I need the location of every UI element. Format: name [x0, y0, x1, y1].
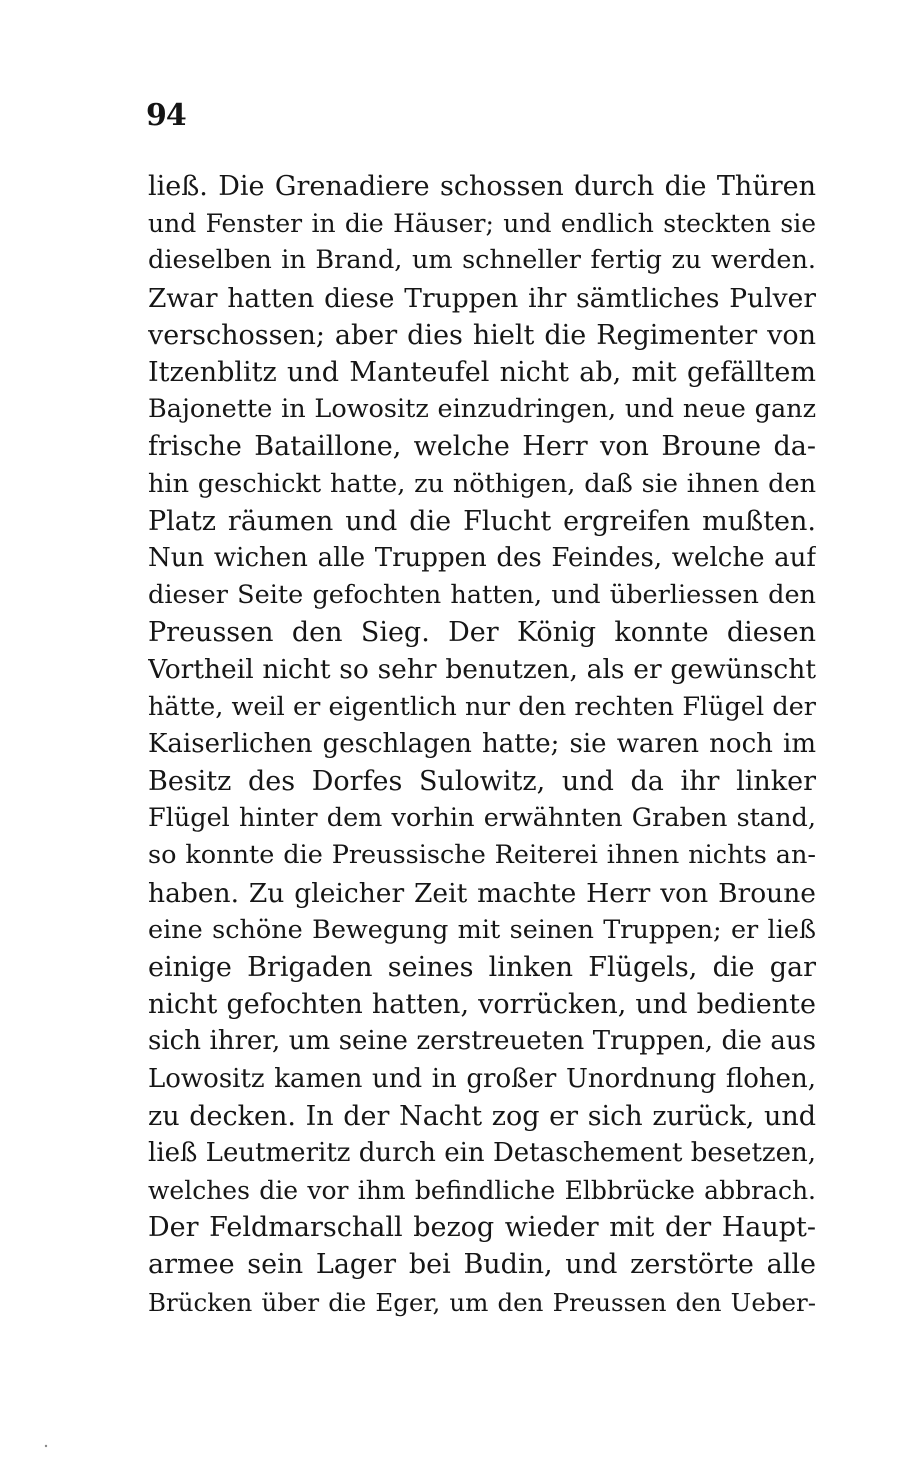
text-line: Der Feldmarschall bezog wieder mit der Haupt- — [148, 1212, 816, 1244]
text-line: einige Brigaden seines linken Flügels, die gar — [148, 951, 816, 983]
text-line: Besitz des Dorfes Sulowitz, und da ihr linker — [148, 766, 816, 797]
text-line: und Fenster in die Häuser; und endlich steckten sie — [148, 209, 816, 239]
text-line: ließ Leutmeritz durch ein Detaschement besetzen, — [148, 1137, 816, 1168]
text-line: welches die vor ihm befindliche Elbbrücke abbrach. — [148, 1176, 816, 1206]
text-line: Platz räumen und die Flucht ergreifen mußten. — [148, 505, 816, 537]
text-line: dieser Seite gefochten hatten, und überliessen den — [148, 580, 816, 611]
text-line: armee sein Lager bei Budin, und zerstörte alle — [148, 1249, 816, 1281]
text-line: Vortheil nicht so sehr benutzen, als er gewünscht — [148, 654, 816, 686]
text-line: hätte, weil er eigentlich nur den rechten Flügel der — [148, 691, 816, 722]
text-line: Lowositz kamen und in großer Unordnung flohen, — [148, 1063, 816, 1094]
text-line: frische Bataillone, welche Herr von Broune da- — [148, 431, 816, 463]
text-line: Flügel hinter dem vorhin erwähnten Graben stand, — [148, 803, 816, 834]
text-line: zu decken. In der Nacht zog er sich zurück, und — [148, 1100, 816, 1132]
text-line: Itzenblitz und Manteufel nicht ab, mit gefälltem — [148, 356, 816, 388]
page-number: 94 — [146, 98, 186, 133]
text-line: eine schöne Bewegung mit seinen Truppen; er ließ — [148, 914, 816, 945]
text-line: Nun wichen alle Truppen des Feindes, welche auf — [148, 542, 816, 573]
body-text — [148, 168, 816, 1321]
text-line: Brücken über die Eger, um den Preussen den Ueber- — [148, 1287, 816, 1317]
text-line: Bajonette in Lowositz einzudringen, und neue ganz — [148, 394, 816, 425]
text-line: Zwar hatten diese Truppen ihr sämtliches Pulver — [148, 282, 816, 314]
text-line: hin geschickt hatte, zu nöthigen, daß sie ihnen den — [148, 468, 816, 499]
text-line: Preussen den Sieg. Der König konnte diesen — [148, 617, 816, 649]
text-line: dieselben in Brand, um schneller fertig zu werden. — [148, 245, 816, 276]
text-line: ließ. Die Grenadiere schossen durch die Thüren — [148, 171, 816, 202]
text-line: Kaiserlichen geschlagen hatte; sie waren noch im — [148, 728, 816, 759]
text-line: so konnte die Preussische Reiterei ihnen nichts an- — [148, 840, 816, 871]
text-line: haben. Zu gleicher Zeit machte Herr von Broune — [148, 877, 816, 909]
text-line: nicht gefochten hatten, vorrücken, und bediente — [148, 989, 816, 1021]
text-line: sich ihrer, um seine zerstreueten Truppen, die aus — [148, 1026, 816, 1057]
text-line: verschossen; aber dies hielt die Regimenter von — [148, 319, 816, 351]
